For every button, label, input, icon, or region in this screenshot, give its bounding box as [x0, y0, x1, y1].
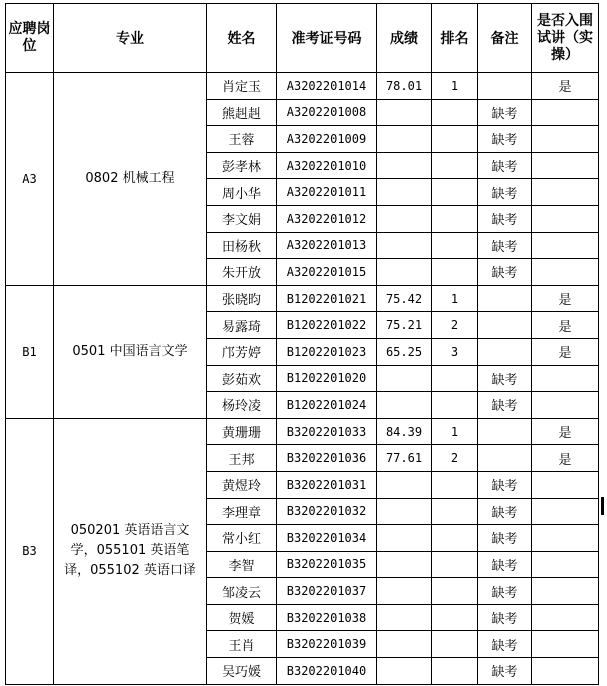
- cell-rank: [432, 578, 478, 605]
- cell-score: [377, 179, 432, 206]
- cell-interview: [532, 392, 599, 419]
- header-remark: 备注: [478, 4, 532, 73]
- cell-name: 田杨秋: [207, 232, 277, 259]
- cell-score: 84.39: [377, 418, 432, 445]
- cell-name: 肖定玉: [207, 73, 277, 100]
- cell-name: 熊赳赳: [207, 99, 277, 126]
- cell-interview: [532, 578, 599, 605]
- cell-ticket: B1202201024: [277, 392, 377, 419]
- cell-name: 彭茹欢: [207, 365, 277, 392]
- cell-major: 050201 英语语言文学，055101 英语笔译，055102 英语口译: [54, 418, 207, 684]
- cell-score: [377, 259, 432, 286]
- cell-interview: [532, 471, 599, 498]
- cell-remark: [478, 312, 532, 339]
- cell-name: 王肖: [207, 631, 277, 658]
- cell-score: [377, 578, 432, 605]
- cell-remark: 缺考: [478, 631, 532, 658]
- cell-rank: [432, 179, 478, 206]
- cell-remark: [478, 285, 532, 312]
- cell-remark: 缺考: [478, 604, 532, 631]
- cell-score: [377, 99, 432, 126]
- cell-ticket: B3202201038: [277, 604, 377, 631]
- cell-remark: 缺考: [478, 551, 532, 578]
- cell-name: 王蓉: [207, 126, 277, 153]
- cell-ticket: B3202201032: [277, 498, 377, 525]
- header-rank: 排名: [432, 4, 478, 73]
- cell-ticket: A3202201014: [277, 73, 377, 100]
- cell-name: 彭孝林: [207, 152, 277, 179]
- cell-interview: [532, 126, 599, 153]
- cell-score: [377, 365, 432, 392]
- cell-name: 黄煜玲: [207, 471, 277, 498]
- cell-interview: 是: [532, 285, 599, 312]
- cell-remark: [478, 445, 532, 472]
- cell-score: 65.25: [377, 338, 432, 365]
- cell-ticket: A3202201008: [277, 99, 377, 126]
- cell-score: [377, 392, 432, 419]
- cell-ticket: B1202201022: [277, 312, 377, 339]
- cell-name: 常小红: [207, 525, 277, 552]
- cell-score: [377, 205, 432, 232]
- cell-post: B1: [6, 285, 54, 418]
- cell-interview: [532, 99, 599, 126]
- cell-remark: 缺考: [478, 498, 532, 525]
- cell-name: 易露琦: [207, 312, 277, 339]
- cell-score: [377, 126, 432, 153]
- cell-ticket: B3202201037: [277, 578, 377, 605]
- cell-rank: [432, 604, 478, 631]
- cell-ticket: B3202201033: [277, 418, 377, 445]
- cell-remark: [478, 338, 532, 365]
- cell-ticket: A3202201009: [277, 126, 377, 153]
- cell-rank: [432, 365, 478, 392]
- header-interview: 是否入围试讲（实操）: [532, 4, 599, 73]
- cell-rank: [432, 631, 478, 658]
- table-row: [6, 73, 599, 100]
- header-name: 姓名: [207, 4, 277, 73]
- cell-rank: [432, 232, 478, 259]
- cell-interview: [532, 658, 599, 685]
- cell-score: [377, 631, 432, 658]
- header-row: [6, 4, 599, 73]
- cell-remark: 缺考: [478, 152, 532, 179]
- cell-name: 张晓昀: [207, 285, 277, 312]
- cell-remark: 缺考: [478, 179, 532, 206]
- cell-ticket: B3202201031: [277, 471, 377, 498]
- cell-rank: [432, 525, 478, 552]
- cell-remark: 缺考: [478, 365, 532, 392]
- table-row: [6, 418, 599, 445]
- cell-remark: [478, 418, 532, 445]
- cell-remark: 缺考: [478, 205, 532, 232]
- cell-remark: 缺考: [478, 471, 532, 498]
- cell-rank: 1: [432, 418, 478, 445]
- cell-remark: 缺考: [478, 392, 532, 419]
- cell-interview: [532, 365, 599, 392]
- cell-remark: 缺考: [478, 259, 532, 286]
- cell-score: [377, 498, 432, 525]
- cell-rank: 1: [432, 73, 478, 100]
- cell-interview: [532, 232, 599, 259]
- cell-name: 贺媛: [207, 604, 277, 631]
- cell-name: 吴巧媛: [207, 658, 277, 685]
- cell-score: [377, 152, 432, 179]
- cell-score: 78.01: [377, 73, 432, 100]
- cell-remark: 缺考: [478, 232, 532, 259]
- cell-name: 邝芳婷: [207, 338, 277, 365]
- cell-interview: 是: [532, 338, 599, 365]
- cell-interview: 是: [532, 445, 599, 472]
- cell-name: 黄珊珊: [207, 418, 277, 445]
- cell-rank: 2: [432, 445, 478, 472]
- cell-rank: [432, 551, 478, 578]
- cell-post: B3: [6, 418, 54, 684]
- cell-score: [377, 471, 432, 498]
- results-table: [5, 3, 599, 685]
- cell-ticket: B3202201035: [277, 551, 377, 578]
- cell-interview: 是: [532, 73, 599, 100]
- cell-ticket: B3202201036: [277, 445, 377, 472]
- cell-remark: 缺考: [478, 126, 532, 153]
- cell-ticket: B3202201040: [277, 658, 377, 685]
- cell-ticket: B3202201039: [277, 631, 377, 658]
- cell-ticket: A3202201013: [277, 232, 377, 259]
- cell-interview: [532, 551, 599, 578]
- cell-remark: 缺考: [478, 99, 532, 126]
- cell-interview: 是: [532, 312, 599, 339]
- cell-name: 杨玲凌: [207, 392, 277, 419]
- cell-remark: 缺考: [478, 525, 532, 552]
- cell-score: [377, 551, 432, 578]
- cell-rank: [432, 205, 478, 232]
- cell-rank: [432, 498, 478, 525]
- cell-ticket: B1202201023: [277, 338, 377, 365]
- cell-interview: [532, 179, 599, 206]
- edge-mark: [601, 497, 604, 515]
- cell-rank: [432, 126, 478, 153]
- cell-interview: 是: [532, 418, 599, 445]
- table-row: [6, 285, 599, 312]
- cell-score: [377, 658, 432, 685]
- header-ticket: 准考证号码: [277, 4, 377, 73]
- cell-interview: [532, 259, 599, 286]
- cell-rank: 3: [432, 338, 478, 365]
- cell-score: [377, 232, 432, 259]
- cell-rank: [432, 259, 478, 286]
- cell-score: 75.42: [377, 285, 432, 312]
- header-post: 应聘岗位: [6, 4, 54, 73]
- cell-score: [377, 525, 432, 552]
- cell-interview: [532, 525, 599, 552]
- cell-score: 75.21: [377, 312, 432, 339]
- cell-rank: 1: [432, 285, 478, 312]
- cell-name: 李智: [207, 551, 277, 578]
- cell-major: 0501 中国语言文学: [54, 285, 207, 418]
- cell-ticket: B1202201020: [277, 365, 377, 392]
- cell-ticket: A3202201011: [277, 179, 377, 206]
- cell-interview: [532, 205, 599, 232]
- cell-interview: [532, 631, 599, 658]
- cell-interview: [532, 498, 599, 525]
- cell-score: [377, 604, 432, 631]
- cell-name: 李理章: [207, 498, 277, 525]
- cell-name: 李文娟: [207, 205, 277, 232]
- cell-ticket: A3202201010: [277, 152, 377, 179]
- cell-rank: [432, 658, 478, 685]
- cell-name: 王邦: [207, 445, 277, 472]
- table-body: [6, 73, 599, 685]
- cell-score: 77.61: [377, 445, 432, 472]
- cell-ticket: B1202201021: [277, 285, 377, 312]
- cell-remark: [478, 73, 532, 100]
- cell-ticket: A3202201012: [277, 205, 377, 232]
- cell-major: 0802 机械工程: [54, 73, 207, 286]
- header-score: 成绩: [377, 4, 432, 73]
- cell-interview: [532, 152, 599, 179]
- cell-ticket: B3202201034: [277, 525, 377, 552]
- cell-name: 朱开放: [207, 259, 277, 286]
- cell-post: A3: [6, 73, 54, 286]
- cell-rank: [432, 392, 478, 419]
- cell-rank: [432, 471, 478, 498]
- cell-interview: [532, 604, 599, 631]
- cell-name: 周小华: [207, 179, 277, 206]
- cell-ticket: A3202201015: [277, 259, 377, 286]
- cell-remark: 缺考: [478, 658, 532, 685]
- cell-rank: 2: [432, 312, 478, 339]
- cell-rank: [432, 152, 478, 179]
- cell-name: 邹凌云: [207, 578, 277, 605]
- cell-rank: [432, 99, 478, 126]
- header-major: 专业: [54, 4, 207, 73]
- cell-remark: 缺考: [478, 578, 532, 605]
